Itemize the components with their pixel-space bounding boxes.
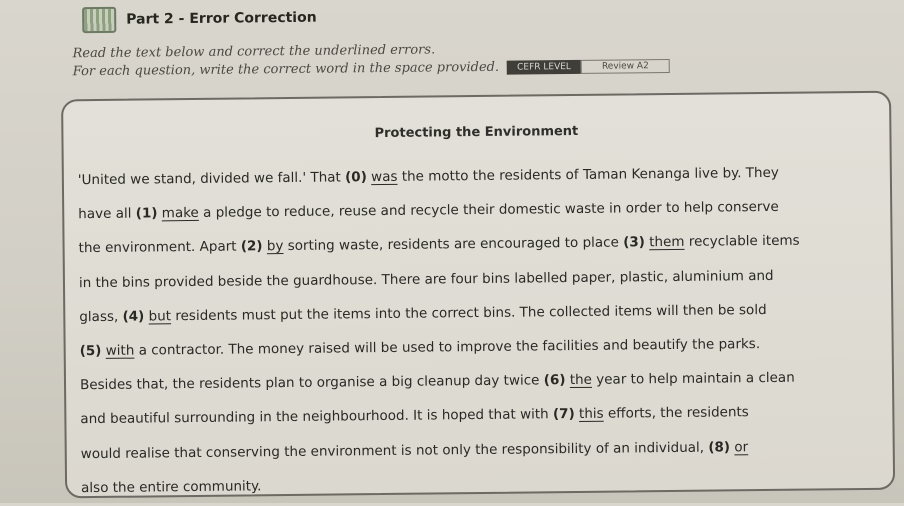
question-number: (0) [345,169,367,186]
passage-segment: recyclable items [684,233,800,251]
header [72,0,903,81]
question-number: (3) [623,234,645,251]
passage-segment: residents must put the items into the correct bins. The collected items will then be sold [170,301,767,325]
underlined-error: make [161,205,199,222]
passage-line [81,463,881,506]
underlined-error: but [148,308,172,325]
passage-box [61,91,895,499]
passage-segment: efforts, the residents [603,404,749,423]
passage-segment: also the entire community. [81,478,262,497]
passage-segment: in the bins provided beside the guardhouse. There are four bins labelled paper, plastic, aluminium and [78,267,774,291]
passage-title: Protecting the Environment [374,123,579,142]
part-title: Part 2 - Error Correction [126,9,317,28]
question-number: (7) [552,406,575,423]
question-number: (6) [543,372,566,389]
underlined-error: them [649,234,685,251]
passage-segment: sorting waste, residents are encouraged to place [283,234,624,255]
passage-segment: would realise that conserving the environment is not only the responsibility of an individual, [80,439,709,462]
underlined-error: by [266,238,284,255]
question-number: (5) [79,342,102,360]
book-icon [82,7,116,33]
cefr-level-tag: CEFR LEVEL [507,60,581,75]
passage-segment: and beautiful surrounding in the neighbourhood. It is hoped that with [80,406,554,428]
passage-segment: year to help maintain a clean [591,369,795,389]
instruction-line-2: For each question, write the correct word in the space provided. [72,59,500,80]
instructions [72,37,902,82]
underlined-error: was [371,168,398,186]
passage-segment: the motto the residents of Taman Kenanga live by. They [397,164,779,185]
header-row [82,0,902,33]
passage-segment: a contractor. The money raised will be used to improve the facilities and beautify the parks. [134,336,761,359]
underlined-error: this [578,406,604,423]
question-number: (2) [240,238,263,255]
passage-segment: the environment. Apart [78,238,241,257]
passage-segment: glass, [79,308,123,325]
passage-segment: a pledge to reduce, reuse and recycle their domestic waste in order to help conserve [198,199,779,222]
underlined-error: the [569,372,593,389]
underlined-error: or [734,438,749,455]
instruction-line-1: Read the text below and correct the underlined errors. [72,42,436,62]
passage-segment: have all [78,205,136,223]
passage-text [78,155,882,505]
question-number: (4) [122,308,145,325]
question-number: (8) [708,439,731,456]
passage-segment: 'United we stand, divided we fall.' That [77,169,346,189]
underlined-error: with [105,342,135,359]
review-tag: Review A2 [581,59,670,74]
passage-segment: Besides that, the residents plan to organise a big cleanup day twice [79,372,544,394]
question-number: (1) [135,205,158,222]
